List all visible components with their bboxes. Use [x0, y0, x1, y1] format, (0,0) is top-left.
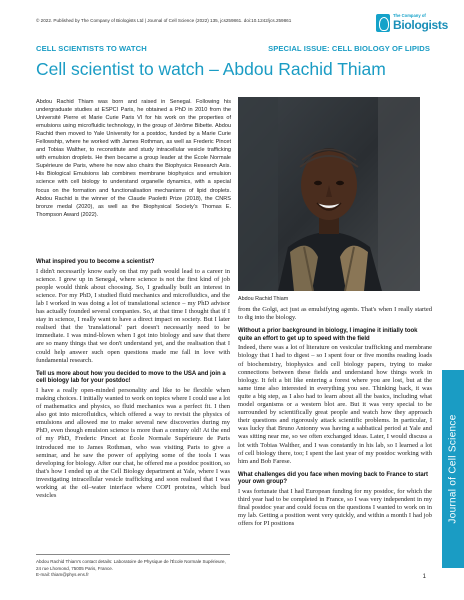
section-label-right: SPECIAL ISSUE: CELL BIOLOGY OF LIPIDS: [268, 44, 430, 53]
answer-3: Indeed, there was a lot of literature on vesicular trafficking and membrane biology that I had to digest – so I spent four or five months reading loads of biochemistry, biophysics and cell biology papers, trying to make connections between these fields and understand how things work in biology. It felt a bit like entering a forest where you are lost, but at the same time also interested in everything you see. Thinking back, it was quite a big step, as I also had to learn about all the basics, including what model organisms or a western blot are. But it was very special to be surrounded by scientifically great people and watch how they approach their questions and rigorously attack scientific problems. In particular, I was lucky that Bruno Antonny was having a sabbatical period at Yale and was sitting near me, so we often exchanged ideas. Later, I would discuss a lot with Tobias Walther, and I was constantly in his lab, so I learned a lot of cell biology there, too; I spent the last year of my postdoc working with him and Bob Farese.: [238, 344, 432, 465]
portrait-illustration: [238, 97, 420, 291]
question-1: What inspired you to become a scientist?: [36, 259, 155, 265]
contact-email: E-mail: thiam@phys.ens.fr: [36, 572, 89, 578]
answer-2-continued: from the Golgi, act just as emulsifying agents. That's when I really started to dig into the biology.: [238, 306, 432, 322]
logo-line-1: The Company of: [393, 13, 426, 18]
correspondence-note: [36, 559, 231, 579]
question-4: What challenges did you face when moving back to France to start your own group?: [238, 471, 429, 486]
logo-icon: [376, 14, 390, 32]
answer-4: I was fortunate that I had European funding for my postdoc, for which the third year had to be completed in France, so I was very independent in my final postdoc year and could focus on the questions I wanted to work on in my lab. Getting a position went very quickly, and within a month I had job offers for PI positions: [238, 487, 432, 528]
answer-1: I didn't necessarily know early on that my path would lead to a career in science. I grew up in Senegal, where science is not the first kind of job people would think about choosing. So, I gradually built an interest in science. For my PhD, I studied fluid mechanics and microfluidics, and the lab I worked in was doing a lot of translational science – my PhD advisor has actually founded several companies. So, at that time I thought that if I stay in science, I really want to have a direct impact on society. But I later realised that the 'translational' part doesn't necessarily need to be immediate. I was mind-blown when I got into biology and saw that there are so many things that we don't understand yet, and the realisation that I could help answer such open questions made me fall in love with fundamental research.: [36, 267, 230, 364]
portrait-photo: [238, 97, 420, 291]
publisher-logo: [376, 13, 449, 35]
answer-2: I have a really open-minded personality and like to be flexible when making choices. I initially wanted to work on topics where I could use a lot of mathematics and physics, so fluid mechanics was a perfect fit. I then also got into microfluidics, which offered a way to revisit the physics of emulsions and allowed me to make several new discoveries during my PhD, even though emulsion science is more than a century old! At the end of my PhD, Frederic Pincet at École Normale Supérieure de Paris introduced me to James Rothman, who was visiting Paris to give a seminar, and he saw the power of applying some of the tools I was developing for biology. After our chat, he offered me a postdoc position, so that's how I ended up at the Cell Biology department at Yale, where I was investigating intracellular vesicle trafficking and soon realised that I was working at the oil–water interface where COPI proteins, which bud vesicles: [36, 386, 230, 500]
journal-sidebar: [442, 370, 464, 568]
abstract: Abdou Rachid Thiam was born and raised in Senegal. Following his undergraduate studies at ESPCI Paris, he obtained a PhD in 2010 from the Université Pierre et Marie Curie Paris VI for his work on the properties of emulsions using microfluidic technology, in the group of Jérôme Bibette. Abdou Rachid then moved to Yale University for a postdoc, funded by a Marie Curie Fellowship, where he worked with James Rothman, as well as Frederic Pincet and Tobias Walther, to reconstitute and study intracellular vesicle trafficking with emulsion droplets. He then became a group leader at the École Normale Supérieure de Paris, where he now also chairs the Biophysics Research Axis. His Biological Emulsions lab combines membrane biophysics and emulsion science with cell biology to understand organelle dynamics, with a special focus on the formation and functionalisation mechanisms of lipid droplets. Abdou Rachid is the winner of the Claude Paoletti Prize (2018), the CNRS bronze medal (2020), as well as the Biophysical Society's Thomas E. Thompson Award (2022).: [36, 99, 231, 218]
logo-line-2: Biologists: [393, 18, 449, 32]
footnote-divider: [36, 554, 230, 555]
photo-caption: Abdou Rachid Thiam: [238, 296, 289, 302]
citation-line: © 2022. Published by The Company of Biologists Ltd | Journal of Cell Science (2022) 135, jcs259861. doi:10.1242/jcs.259861: [36, 18, 292, 23]
question-2: Tell us more about how you decided to move to the USA and join a cell biology lab for your postdoc!: [36, 370, 226, 385]
page-number: 1: [422, 574, 426, 580]
contact-details: Abdou Rachid Thiam's contact details: Laboratoire de Physique de l'École Normale Supérieure, 24 rue Lhomond, 75005 Paris, France.: [36, 559, 226, 571]
sidebar-journal-name: Journal of Cell Science: [447, 414, 459, 524]
section-label-left: CELL SCIENTISTS TO WATCH: [36, 44, 147, 53]
article-title: Cell scientist to watch – Abdou Rachid Thiam: [36, 59, 386, 79]
left-column: [36, 259, 230, 506]
right-column: [238, 306, 432, 534]
question-3: Without a prior background in biology, I imagine it initially took quite an effort to get up to speed with the field: [238, 328, 418, 342]
